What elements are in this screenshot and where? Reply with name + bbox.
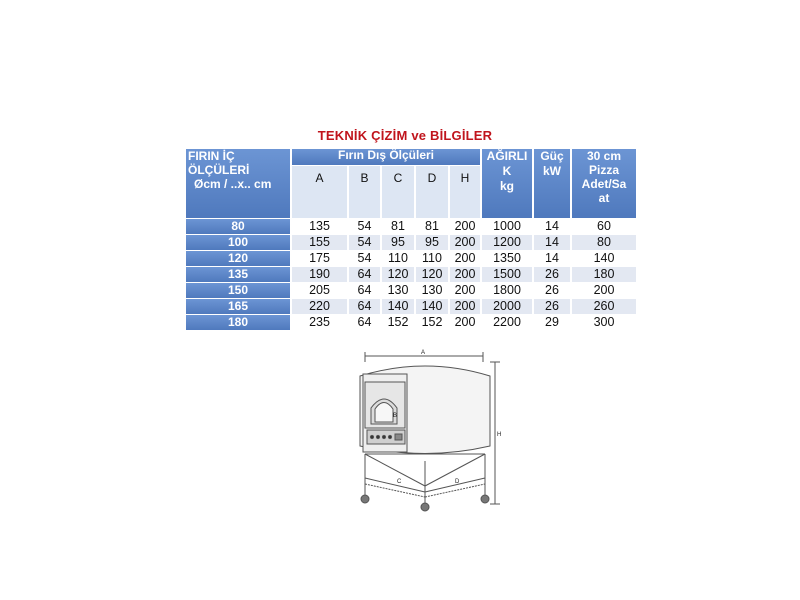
cell-pizza: 260 xyxy=(572,299,636,314)
table-row xyxy=(186,315,636,330)
cell-power: 26 xyxy=(534,299,570,314)
cell-c: 95 xyxy=(382,235,414,250)
cell-pizza: 140 xyxy=(593,251,615,265)
cell-weight: 1500 xyxy=(482,267,532,282)
header-power: Güç kW xyxy=(534,149,570,218)
cell-power: 14 xyxy=(534,235,570,250)
table-row xyxy=(186,219,636,234)
cell-weight: 1800 xyxy=(493,283,521,297)
cell-d: 130 xyxy=(421,283,443,297)
cell-a: 220 xyxy=(292,299,347,314)
cell-h: 200 xyxy=(450,235,480,250)
cell-weight: 1000 xyxy=(493,219,521,233)
cell-a: 190 xyxy=(292,267,347,282)
header-inner-dims: FIRIN İÇ ÖLÇÜLERİ Øcm / ..x.. cm xyxy=(186,149,290,218)
label-d: D xyxy=(455,479,460,485)
row-size: 120 xyxy=(186,251,290,266)
header-pizza: 30 cm Pizza Adet/Sa at xyxy=(572,149,636,218)
table-row xyxy=(186,283,636,298)
cell-c: 120 xyxy=(382,267,414,282)
table-row xyxy=(186,235,636,250)
cell-pizza: 60 xyxy=(597,219,611,233)
dimension-d-line xyxy=(425,484,485,497)
cell-d: 110 xyxy=(422,251,442,265)
cell-a: 205 xyxy=(309,283,330,297)
label-b: B xyxy=(393,413,398,419)
row-size: 180 xyxy=(186,315,290,330)
cell-pizza: 300 xyxy=(593,315,615,329)
cell-a: 135 xyxy=(309,219,330,233)
label-h: H xyxy=(497,432,502,438)
cell-h: 200 xyxy=(454,315,476,329)
page-title: TEKNİK ÇİZİM ve BİLGİLER xyxy=(317,128,493,143)
dimension-c-line xyxy=(365,484,425,497)
row-size: 165 xyxy=(186,299,290,314)
cell-d: 152 xyxy=(421,315,443,329)
cell-power: 26 xyxy=(534,267,570,282)
cell-d: 95 xyxy=(416,235,448,250)
cell-a: 175 xyxy=(309,251,330,265)
cell-pizza: 180 xyxy=(572,267,636,282)
cell-weight: 2000 xyxy=(482,299,532,314)
col-d: D xyxy=(416,166,448,218)
caster-wheel xyxy=(421,503,429,511)
table-row xyxy=(186,267,636,282)
row-size: 150 xyxy=(186,283,290,298)
cell-b: 64 xyxy=(357,315,372,329)
cell-weight: 2200 xyxy=(493,315,521,329)
cell-b: 54 xyxy=(357,219,372,233)
col-b: B xyxy=(349,166,380,218)
label-c: C xyxy=(397,479,402,485)
cell-c: 130 xyxy=(387,283,409,297)
cell-b: 64 xyxy=(357,283,372,297)
cell-power: 29 xyxy=(545,315,559,329)
cell-d: 120 xyxy=(416,267,448,282)
caster-wheel xyxy=(481,495,489,503)
cell-b: 64 xyxy=(349,299,380,314)
oven-drawing-svg xyxy=(355,346,515,516)
cell-h: 200 xyxy=(454,251,476,265)
row-size: 80 xyxy=(186,219,290,234)
label-a: A xyxy=(421,350,426,356)
cell-power: 14 xyxy=(545,219,559,233)
cell-pizza: 80 xyxy=(572,235,636,250)
col-h: H xyxy=(450,166,480,218)
cell-d: 81 xyxy=(425,219,439,233)
cell-h: 200 xyxy=(454,219,476,233)
header-outer-dims: Fırın Dış Ölçüleri xyxy=(292,149,480,165)
cell-h: 200 xyxy=(450,267,480,282)
cell-c: 140 xyxy=(382,299,414,314)
cell-weight: 1350 xyxy=(493,251,521,265)
row-size: 135 xyxy=(186,267,290,282)
cell-a: 155 xyxy=(292,235,347,250)
row-size: 100 xyxy=(186,235,290,250)
cell-b: 54 xyxy=(357,251,372,265)
caster-wheel xyxy=(361,495,369,503)
cell-c: 152 xyxy=(387,315,409,329)
col-a: A xyxy=(292,166,347,218)
header-weight: AĞIRLI K kg xyxy=(482,149,532,218)
cell-weight: 1200 xyxy=(482,235,532,250)
cell-c: 110 xyxy=(388,251,408,265)
cell-h: 200 xyxy=(454,283,476,297)
cell-c: 81 xyxy=(391,219,405,233)
oven-technical-drawing xyxy=(355,346,515,516)
cell-pizza: 200 xyxy=(593,283,615,297)
cell-b: 64 xyxy=(349,267,380,282)
col-c: C xyxy=(382,166,414,218)
table-row xyxy=(186,299,636,314)
cell-power: 26 xyxy=(545,283,559,297)
cell-power: 14 xyxy=(545,251,559,265)
cell-a: 235 xyxy=(309,315,330,329)
table-row xyxy=(186,251,636,266)
cell-h: 200 xyxy=(450,299,480,314)
spec-table xyxy=(184,148,638,331)
cell-b: 54 xyxy=(349,235,380,250)
cell-d: 140 xyxy=(416,299,448,314)
